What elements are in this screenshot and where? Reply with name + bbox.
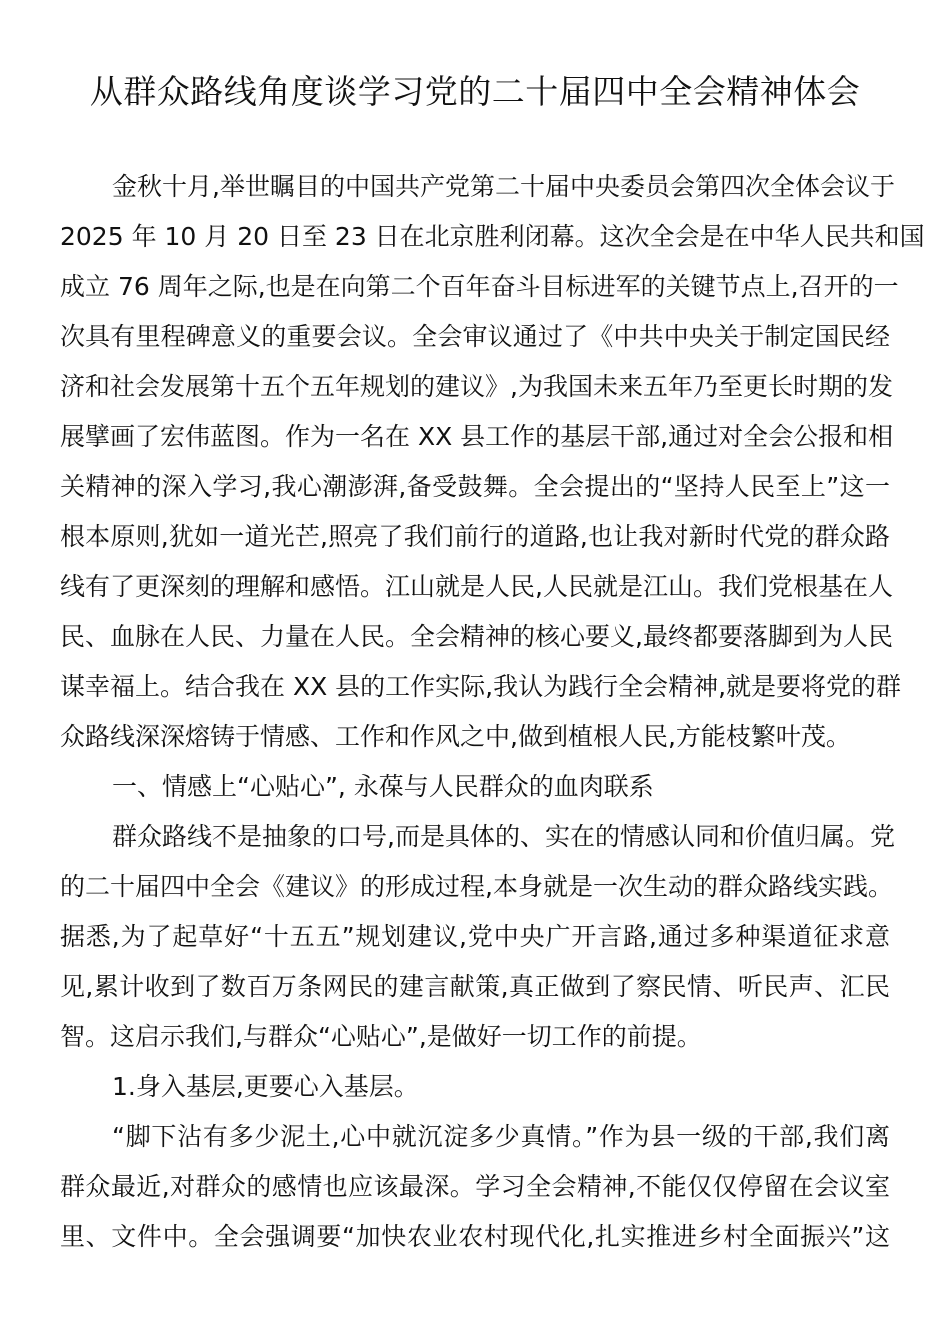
paragraph xyxy=(60,812,895,1062)
text-line: 民、血脉在人民、力量在人民。全会精神的核心要义,最终都要落脚到为人民 xyxy=(60,622,893,651)
text-line: 次具有里程碑意义的重要会议。全会审议通过了《中共中央关于制定国民经 xyxy=(60,322,890,351)
text-line: 济和社会发展第十五个五年规划的建议》,为我国未来五年乃至更长时期的发 xyxy=(60,372,893,401)
text-line: 群众路线不是抽象的口号,而是具体的、实在的情感认同和价值归属。党 xyxy=(112,822,895,851)
text-line: 智。这启示我们,与群众“心贴心”,是做好一切工作的前提。 xyxy=(60,1022,702,1051)
text-line: “脚下沾有多少泥土,心中就沉淀多少真情。”作为县一级的干部,我们离 xyxy=(112,1122,890,1151)
text-line: 根本原则,犹如一道光芒,照亮了我们前行的道路,也让我对新时代党的群众路 xyxy=(60,522,890,551)
text-line: 谋幸福上。结合我在 XX 县的工作实际,我认为践行全会精神,就是要将党的群 xyxy=(60,672,902,701)
text-line: 成立 76 周年之际,也是在向第二个百年奋斗目标进军的关键节点上,召开的一 xyxy=(60,272,899,301)
text-line: 的二十届四中全会《建议》的形成过程,本身就是一次生动的群众路线实践。 xyxy=(60,872,893,901)
document-title: 从群众路线角度谈学习党的二十届四中全会精神体会 xyxy=(89,72,861,111)
text-line: 1.身入基层,更要心入基层。 xyxy=(112,1072,419,1101)
text-line: 一、情感上“心贴心”, 永葆与人民群众的血肉联系 xyxy=(112,772,654,801)
text-line: 展擘画了宏伟蓝图。作为一名在 XX 县工作的基层干部,通过对全会公报和相 xyxy=(60,422,894,451)
text-line: 里、文件中。全会强调要“加快农业农村现代化,扎实推进乡村全面振兴”这 xyxy=(60,1222,890,1251)
paragraph xyxy=(60,1062,890,1112)
text-line: 线有了更深刻的理解和感悟。江山就是人民,人民就是江山。我们党根基在人 xyxy=(60,572,893,601)
text-line: 2025 年 10 月 20 日至 23 日在北京胜利闭幕。这次全会是在中华人民共和国 xyxy=(60,222,925,251)
text-line: 见,累计收到了数百万条网民的建言献策,真正做到了察民情、听民声、汇民 xyxy=(60,972,890,1001)
paragraph xyxy=(60,1112,890,1262)
text-line: 关精神的深入学习,我心潮澎湃,备受鼓舞。全会提出的“坚持人民至上”这一 xyxy=(60,472,890,501)
text-line: 据悉,为了起草好“十五五”规划建议,党中央广开言路,通过多种渠道征求意 xyxy=(60,922,890,951)
text-line: 群众最近,对群众的感情也应该最深。学习全会精神,不能仅仅停留在会议室 xyxy=(60,1172,890,1201)
text-line: 金秋十月,举世瞩目的中国共产党第二十届中央委员会第四次全体会议于 xyxy=(112,172,895,201)
document-body xyxy=(60,162,925,1262)
text-line: 众路线深深熔铸于情感、工作和作风之中,做到植根人民,方能枝繁叶茂。 xyxy=(60,722,851,751)
paragraph xyxy=(60,762,890,812)
paragraph xyxy=(60,162,925,762)
